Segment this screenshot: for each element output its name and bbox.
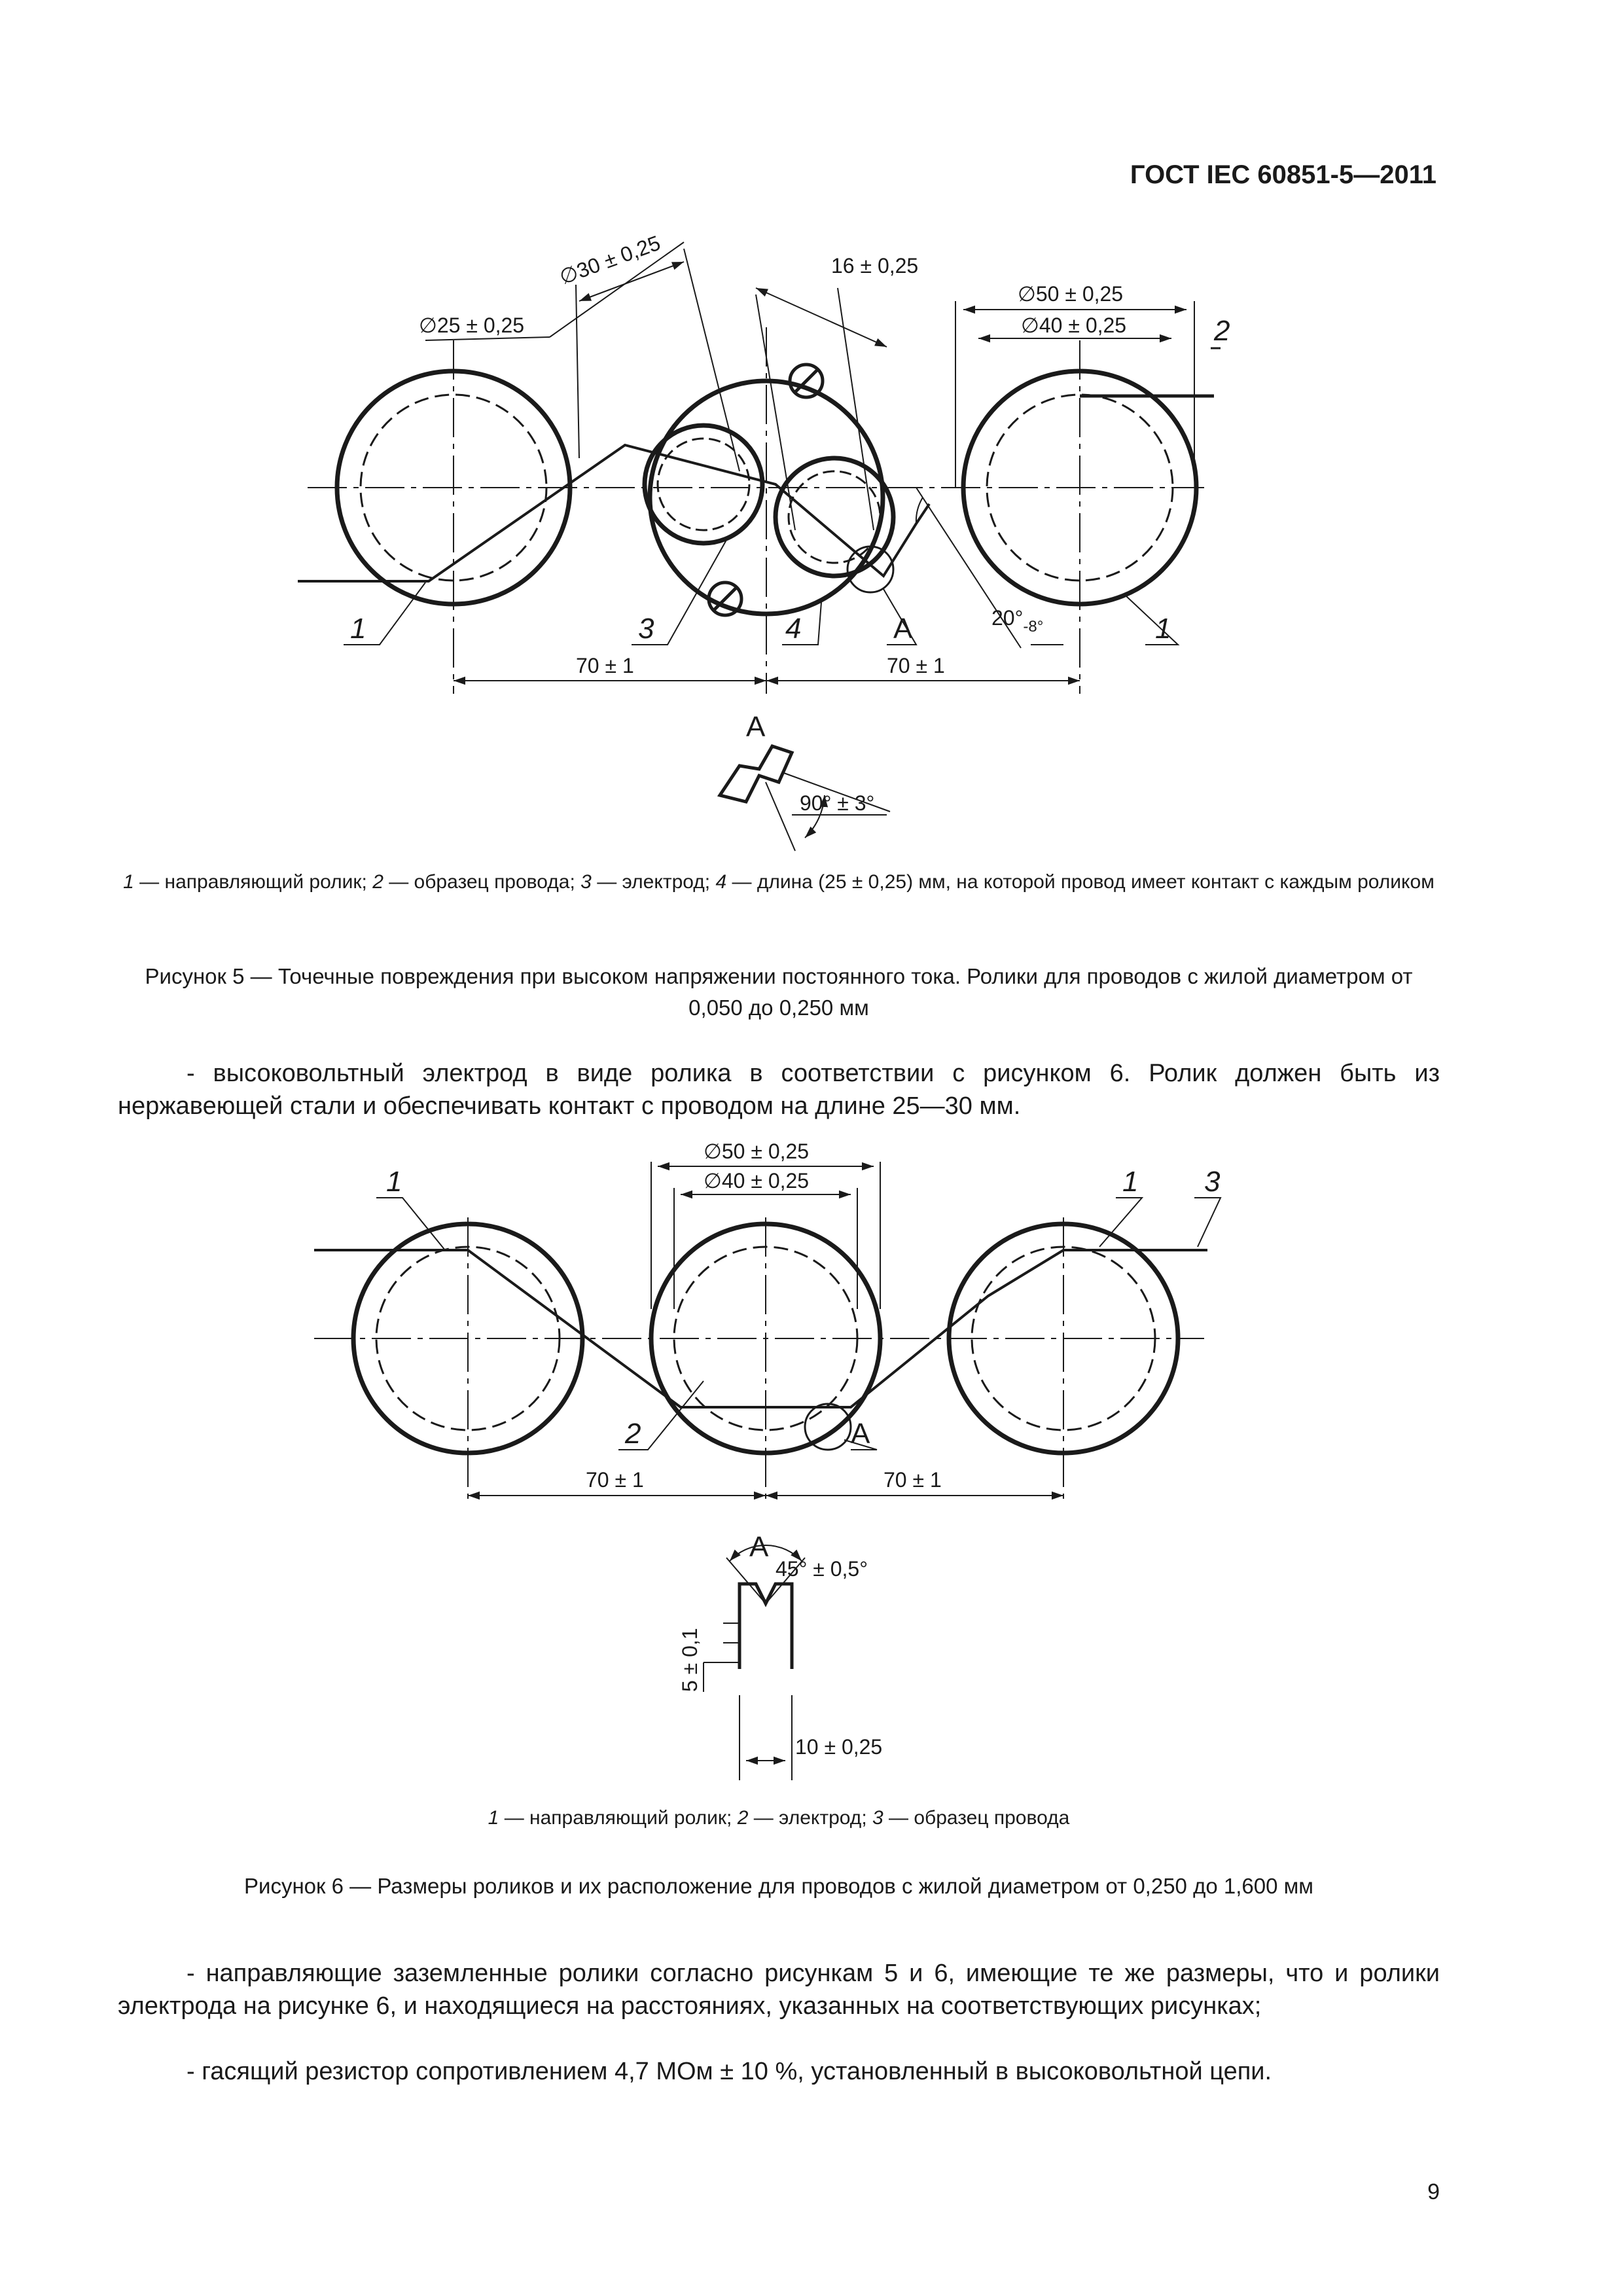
callout-3: 3 — [1204, 1166, 1221, 1198]
detail-a-groove-shape — [740, 1584, 792, 1669]
dim-diameter-50: ∅50 ± 0,25 — [1018, 282, 1124, 306]
page-number: 9 — [1427, 2179, 1440, 2204]
dim-diameter-30: ∅30 ± 0,25 — [556, 230, 664, 289]
dim-length-16: 16 ± 0,25 — [831, 254, 919, 278]
wire-sample-path — [314, 1250, 1207, 1407]
callout-1-right: 1 — [1155, 613, 1171, 645]
paragraph-guide-rollers: - направляющие заземленные ролики согласно рисункам 5 и 6, имеющие те же размеры, что и ролики электрода на рисунке 6, и находящиеся на расстояниях, указанных на соответствующих рисунках; — [118, 1960, 1440, 2020]
dim-diameter-40: ∅40 ± 0,25 — [1021, 314, 1127, 337]
callout-a: A — [893, 613, 913, 645]
figure-6-caption: Рисунок 6 — Размеры роликов и их расположение для проводов с жилой диаметром от 0,250 до 1,600 мм — [244, 1874, 1313, 1898]
wire-sample-path — [298, 445, 929, 581]
dim-distance-left: 70 ± 1 — [576, 654, 634, 677]
callout-2: 2 — [1214, 315, 1230, 347]
dim-diameter-25: ∅25 ± 0,25 — [419, 314, 525, 337]
paragraph-electrode: - высоковольтный электрод в виде ролика в соответствии с рисунком 6. Ролик должен быть из нержавеющей стали и обеспечивать контакт с проводом на длине 25—30 мм. — [118, 1060, 1440, 1120]
callout-4: 4 — [785, 613, 802, 645]
detail-a-title: A — [749, 1531, 769, 1563]
dim-diameter-40: ∅40 ± 0,25 — [704, 1169, 810, 1193]
figure-5-legend: 1 — направляющий ролик; 2 — образец провода; 3 — электрод; 4 — длина (25 ± 0,25) мм, на которой провод имеет контакт с каждым роликом — [123, 871, 1435, 893]
dim-diameter-50: ∅50 ± 0,25 — [704, 1139, 810, 1163]
dim-angle-20: $20^\circ_{-8^\circ}$ — [991, 606, 1044, 636]
electrode-roller-small-left — [645, 425, 762, 543]
detail-a-width: 10 ± 0,25 — [795, 1735, 883, 1759]
figure-5-drawing — [0, 0, 1623, 903]
detail-a-title: A — [746, 711, 766, 743]
callout-a: A — [851, 1418, 870, 1450]
figure-6-legend: 1 — направляющий ролик; 2 — электрод; 3 — образец провода — [488, 1807, 1070, 1829]
detail-a-depth: 5 ± 0,1 — [678, 1628, 702, 1692]
figure-6-drawing — [0, 1113, 1623, 1780]
dim-distance-right: 70 ± 1 — [887, 654, 945, 677]
dim-distance-right: 70 ± 1 — [883, 1468, 942, 1492]
callout-1-left: 1 — [350, 613, 366, 645]
detail-a-marker — [805, 1404, 851, 1450]
detail-a-angle: 45° ± 0,5° — [776, 1557, 868, 1581]
callout-2: 2 — [625, 1418, 641, 1450]
callout-1-left: 1 — [386, 1166, 402, 1198]
electrode-roller-small-left-inner — [658, 439, 749, 530]
detail-a-groove-shape — [720, 746, 792, 802]
callout-3: 3 — [638, 613, 654, 645]
figure-5-caption: Рисунок 5 — Точечные повреждения при высоком напряжении постоянного тока. Ролики для проводов с жилой диаметром от 0,050 до 0,250 мм — [145, 964, 1413, 1020]
detail-a-angle: 90° ± 3° — [800, 791, 875, 815]
paragraph-resistor: - гасящий резистор сопротивлением 4,7 МОм ± 10 %, установленный в высоковольтной цепи. — [187, 2058, 1272, 2085]
document-header: ГОСТ IEC 60851-5—2011 — [1130, 160, 1436, 189]
callout-1-right: 1 — [1122, 1166, 1139, 1198]
dim-distance-left: 70 ± 1 — [586, 1468, 644, 1492]
